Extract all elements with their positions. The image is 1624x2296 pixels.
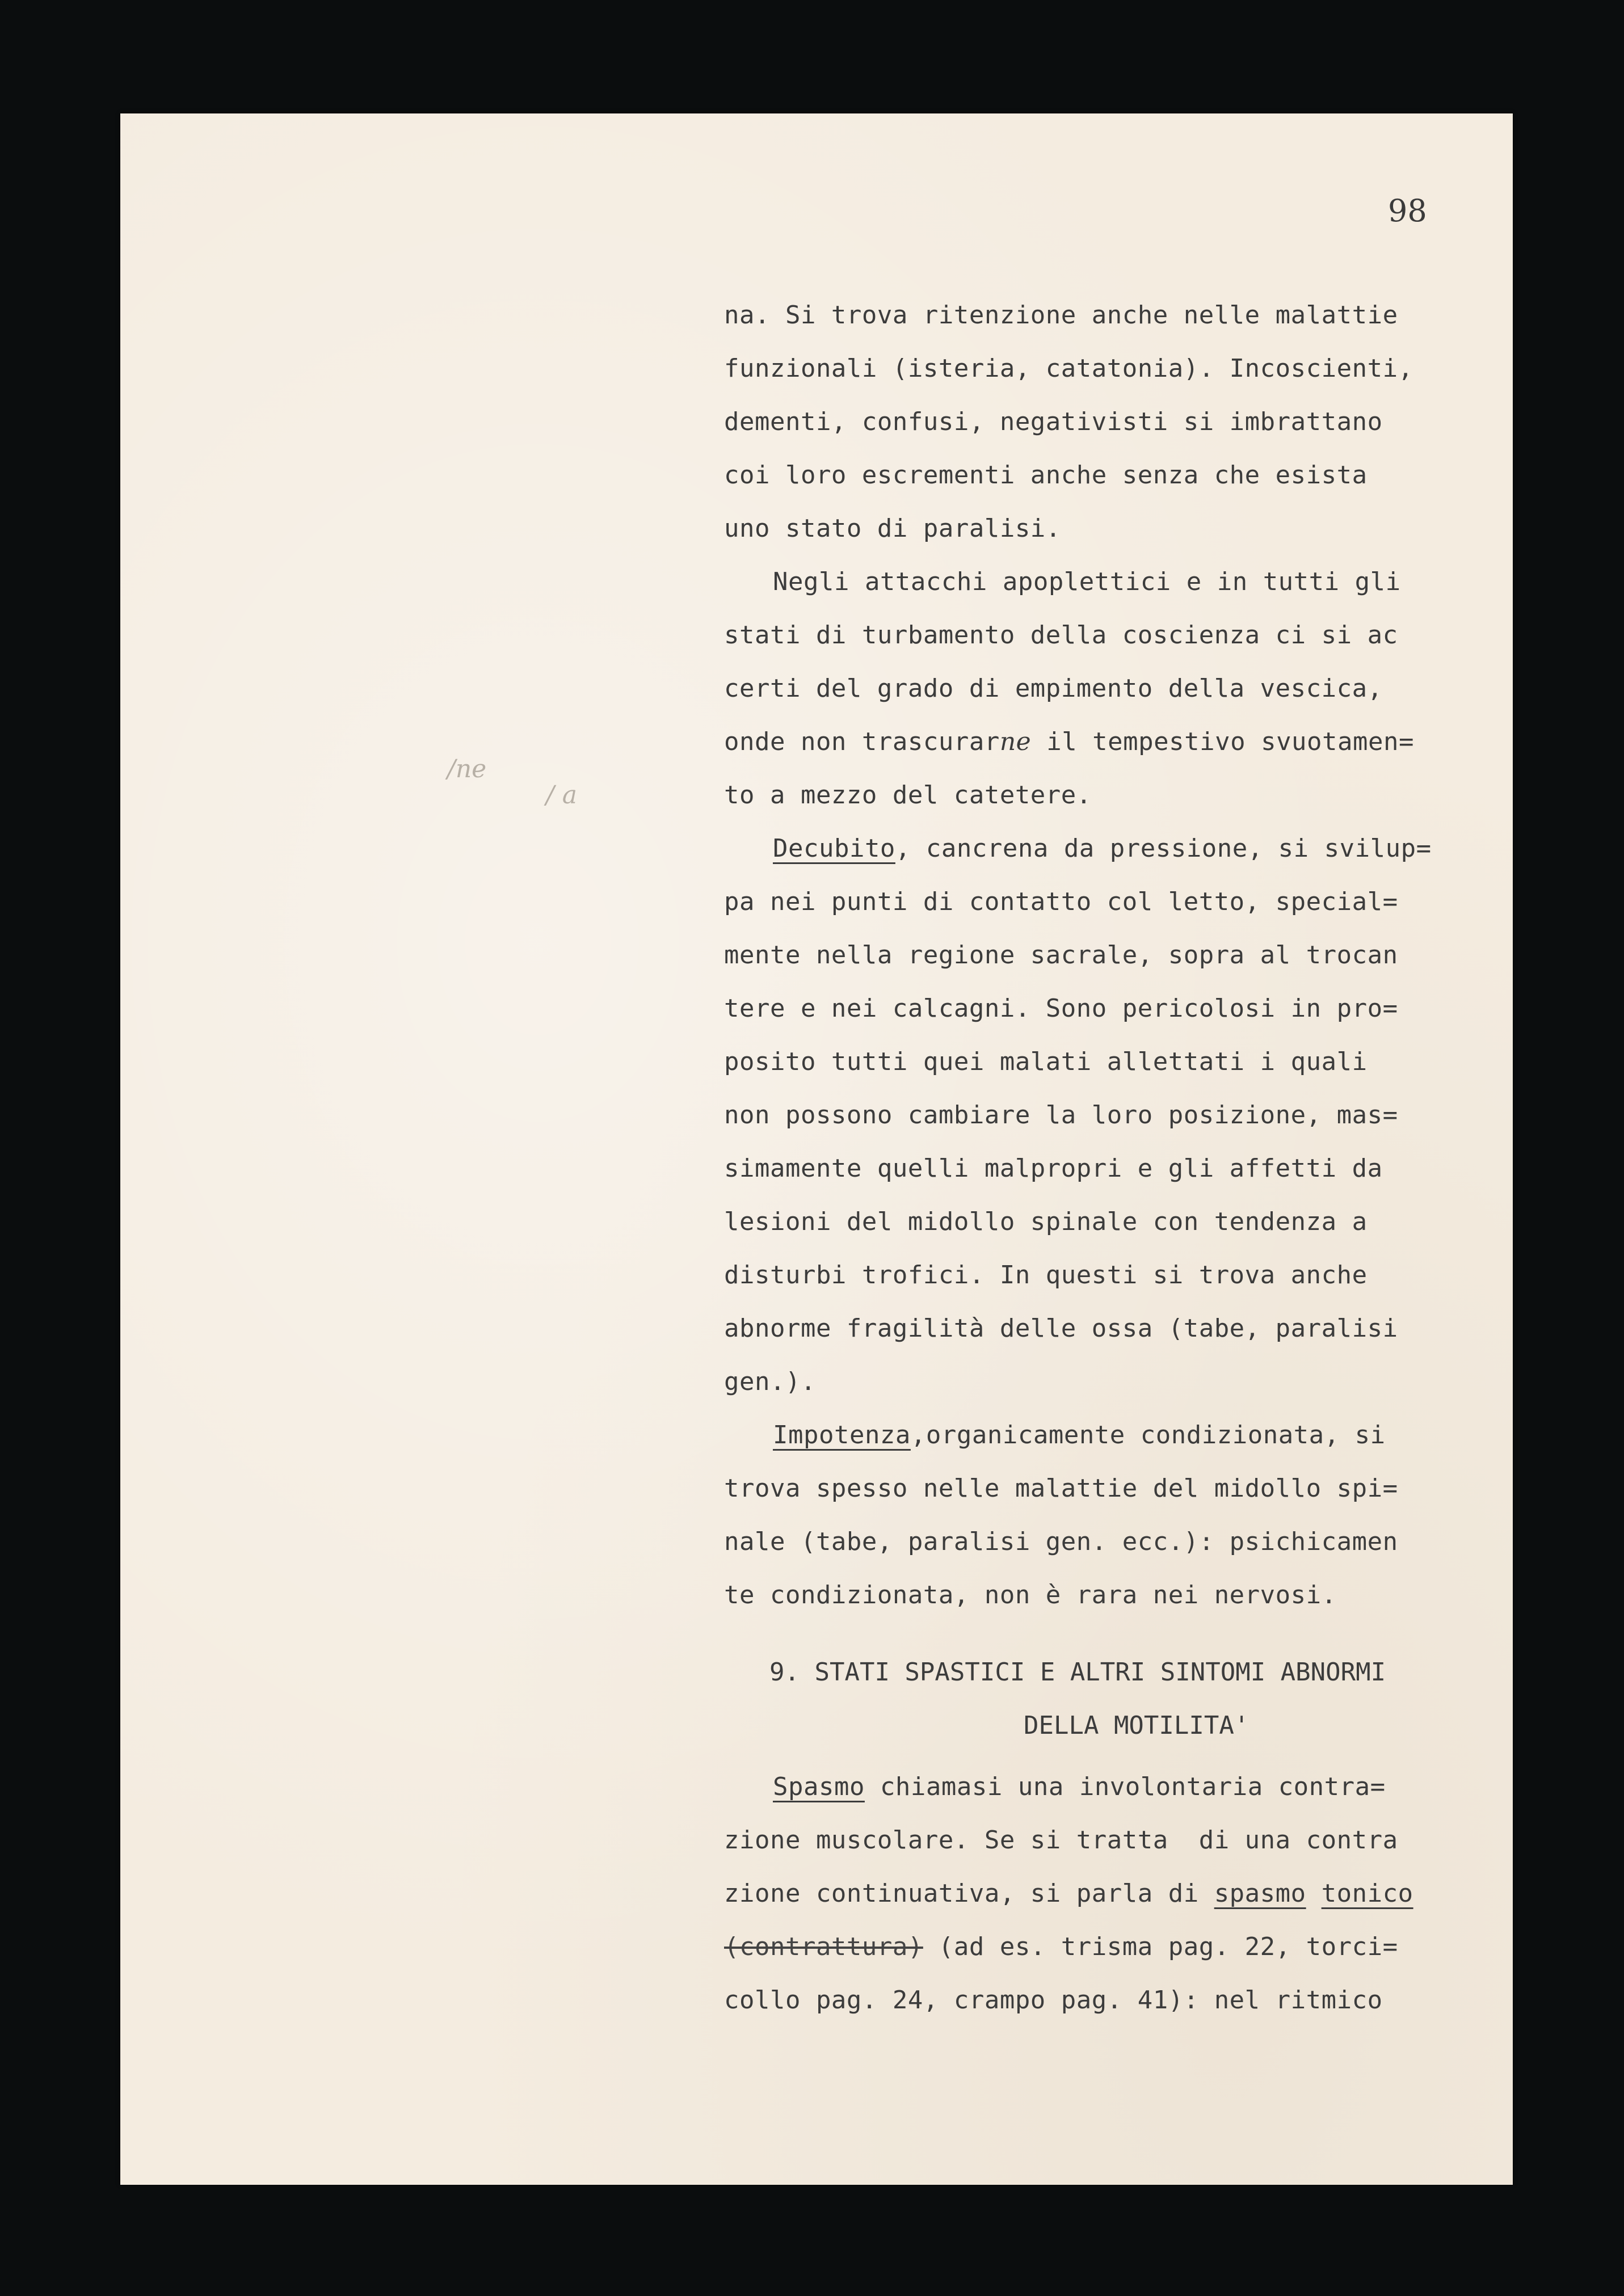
underlined-term: tonico [1321, 1879, 1413, 1908]
text-line: dementi, confusi, negativisti si imbrattano [724, 407, 1383, 436]
text-line: disturbi trofici. In questi si trova anche [724, 1261, 1368, 1290]
text-line: posito tutti quei malati allettati i quali [724, 1047, 1368, 1076]
underlined-term: Spasmo [773, 1772, 865, 1801]
text-fragment: zione continuativa, si parla di [724, 1879, 1214, 1908]
text-fragment: onde non trascurar [724, 727, 1000, 756]
section-number: 9. [769, 1658, 800, 1687]
text-fragment: ,organicamente condizionata, si [910, 1421, 1386, 1450]
text-line: non possono cambiare la loro posizione, mas= [724, 1101, 1398, 1130]
text-line: to a mezzo del catetere. [724, 781, 1092, 810]
text-fragment: , cancrena da pressione, si svilup= [895, 834, 1432, 863]
text-fragment: (ad es. trisma pag. 22, torci= [923, 1932, 1398, 1961]
text-line [773, 1421, 1386, 1450]
text-line [724, 1879, 1413, 1908]
text-line: lesioni del midollo spinale con tendenza a [724, 1207, 1368, 1236]
text-line: gen.). [724, 1367, 816, 1396]
section-heading [769, 1658, 1386, 1687]
text-line: tere e nei calcagni. Sono pericolosi in pro= [724, 994, 1398, 1023]
text-line: certi del grado di empimento della vescica, [724, 674, 1383, 703]
text-line [724, 727, 1414, 756]
text-line: trova spesso nelle malattie del midollo spi= [724, 1474, 1398, 1503]
text-line: simamente quelli malpropri e gli affetti da [724, 1154, 1383, 1183]
text-line: stati di turbamento della coscienza ci si ac [724, 621, 1398, 650]
text-fragment: il tempestivo svuotamen= [1031, 727, 1414, 756]
text-line: te condizionata, non è rara nei nervosi. [724, 1581, 1337, 1610]
text-fragment: chiamasi una involontaria contra= [864, 1772, 1386, 1801]
section-title-line1: STATI SPASTICI E ALTRI SINTOMI ABNORMI [814, 1658, 1386, 1687]
margin-note: /ne [447, 755, 487, 783]
handwritten-insertion: ne [999, 727, 1032, 756]
struck-term: (contrattura) [724, 1932, 923, 1961]
section-title-line2: DELLA MOTILITA' [1024, 1711, 1249, 1740]
text-line: na. Si trova ritenzione anche nelle malattie [724, 301, 1398, 330]
page-number: 98 [1388, 193, 1427, 229]
text-line: nale (tabe, paralisi gen. ecc.): psichicamen [724, 1527, 1398, 1556]
text-line [773, 834, 1432, 863]
text-line: Negli attacchi apoplettici e in tutti gli [773, 567, 1401, 596]
underlined-term: Impotenza [773, 1421, 911, 1450]
text-line: uno stato di paralisi. [724, 514, 1061, 543]
text-line: abnorme fragilità delle ossa (tabe, paralisi [724, 1314, 1398, 1343]
text-line [724, 1932, 1398, 1961]
underlined-term: spasmo [1214, 1879, 1306, 1908]
underlined-term: Decubito [773, 834, 895, 863]
text-line: collo pag. 24, crampo pag. 41): nel ritmico [724, 1986, 1383, 2015]
text-line: funzionali (isteria, catatonia). Incoscienti, [724, 354, 1413, 383]
text-fragment [1306, 1879, 1322, 1908]
text-line: pa nei punti di contatto col letto, special= [724, 887, 1398, 916]
text-line: zione muscolare. Se si tratta di una contra [724, 1826, 1398, 1855]
text-line: mente nella regione sacrale, sopra al trocan [724, 941, 1398, 970]
text-line: coi loro escrementi anche senza che esista [724, 461, 1368, 490]
margin-note: / a [546, 781, 578, 810]
text-line [773, 1772, 1386, 1801]
